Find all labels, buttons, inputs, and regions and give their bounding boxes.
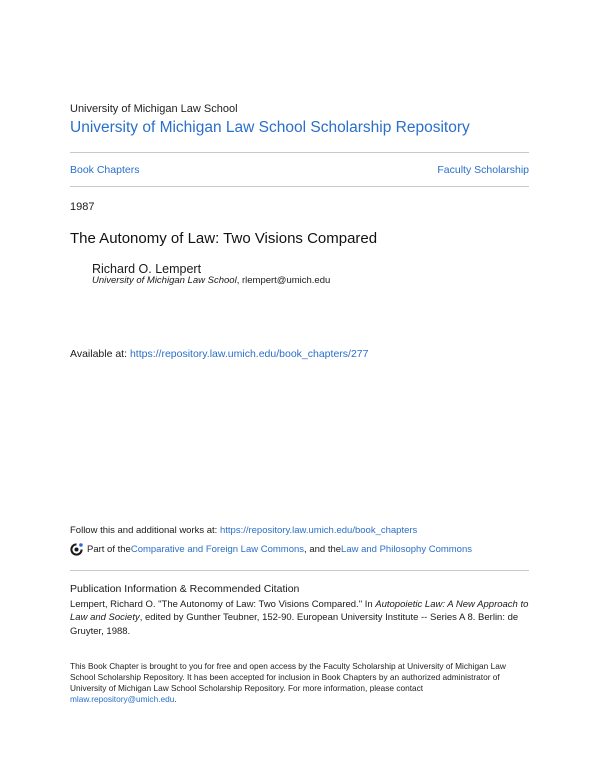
institution-name: University of Michigan Law School [70, 103, 238, 115]
footer-text: This Book Chapter is brought to you for free and open access by the Faculty Scholarship at University of Michigan Law School Scholarship Repository. It has been accepted for inclusion in Book Chapters by an authorized administrator of University of Michigan Law School Scholarship Repository. For more information, please contact [70, 661, 506, 693]
author-affiliation-line [92, 275, 330, 286]
footer-end: . [174, 694, 177, 704]
follow-label: Follow this and additional works at: [70, 525, 220, 536]
part-of-middle: , and the [304, 544, 342, 555]
repository-title-link[interactable]: University of Michigan Law School Scholarship Repository [70, 119, 470, 136]
availability-line [70, 348, 368, 360]
contact-email-link[interactable]: mlaw.repository@umich.edu [70, 694, 175, 704]
part-of-prefix: Part of the [87, 544, 131, 555]
citation-text-before: Lempert, Richard O. "The Autonomy of Law: Two Visions Compared." In [70, 599, 376, 610]
follow-line [70, 525, 417, 536]
author-affiliation: University of Michigan Law School [92, 275, 237, 286]
available-label: Available at: [70, 348, 130, 360]
citation-text-after: , edited by Gunther Teubner, 152-90. European University Institute -- Series A 8. Berlin: de Gruyter, 1988. [70, 612, 519, 637]
faculty-scholarship-link[interactable]: Faculty Scholarship [437, 164, 529, 176]
author-email: , rlempert@umich.edu [236, 275, 331, 286]
part-of-line [70, 543, 472, 556]
citation-text [70, 598, 532, 638]
comparative-foreign-law-commons-link[interactable]: Comparative and Foreign Law Commons [130, 544, 305, 555]
citation-divider [70, 570, 529, 571]
citation-heading: Publication Information & Recommended Citation [70, 583, 300, 595]
document-title: The Autonomy of Law: Two Visions Compared [70, 230, 378, 247]
nav-divider [70, 186, 529, 187]
footer-notice [70, 661, 532, 705]
law-philosophy-commons-link[interactable]: Law and Philosophy Commons [341, 544, 472, 555]
network-commons-icon [70, 543, 83, 556]
top-divider [70, 152, 529, 153]
author-name: Richard O. Lempert [92, 262, 202, 276]
follow-url-link[interactable]: https://repository.law.umich.edu/book_chapters [219, 525, 418, 536]
publication-year: 1987 [70, 201, 95, 213]
book-chapters-link[interactable]: Book Chapters [70, 164, 140, 176]
citation-book-title: Autopoietic Law: A New Approach to Law and Society [70, 599, 529, 624]
permalink[interactable]: https://repository.law.umich.edu/book_chapters/277 [129, 348, 369, 360]
